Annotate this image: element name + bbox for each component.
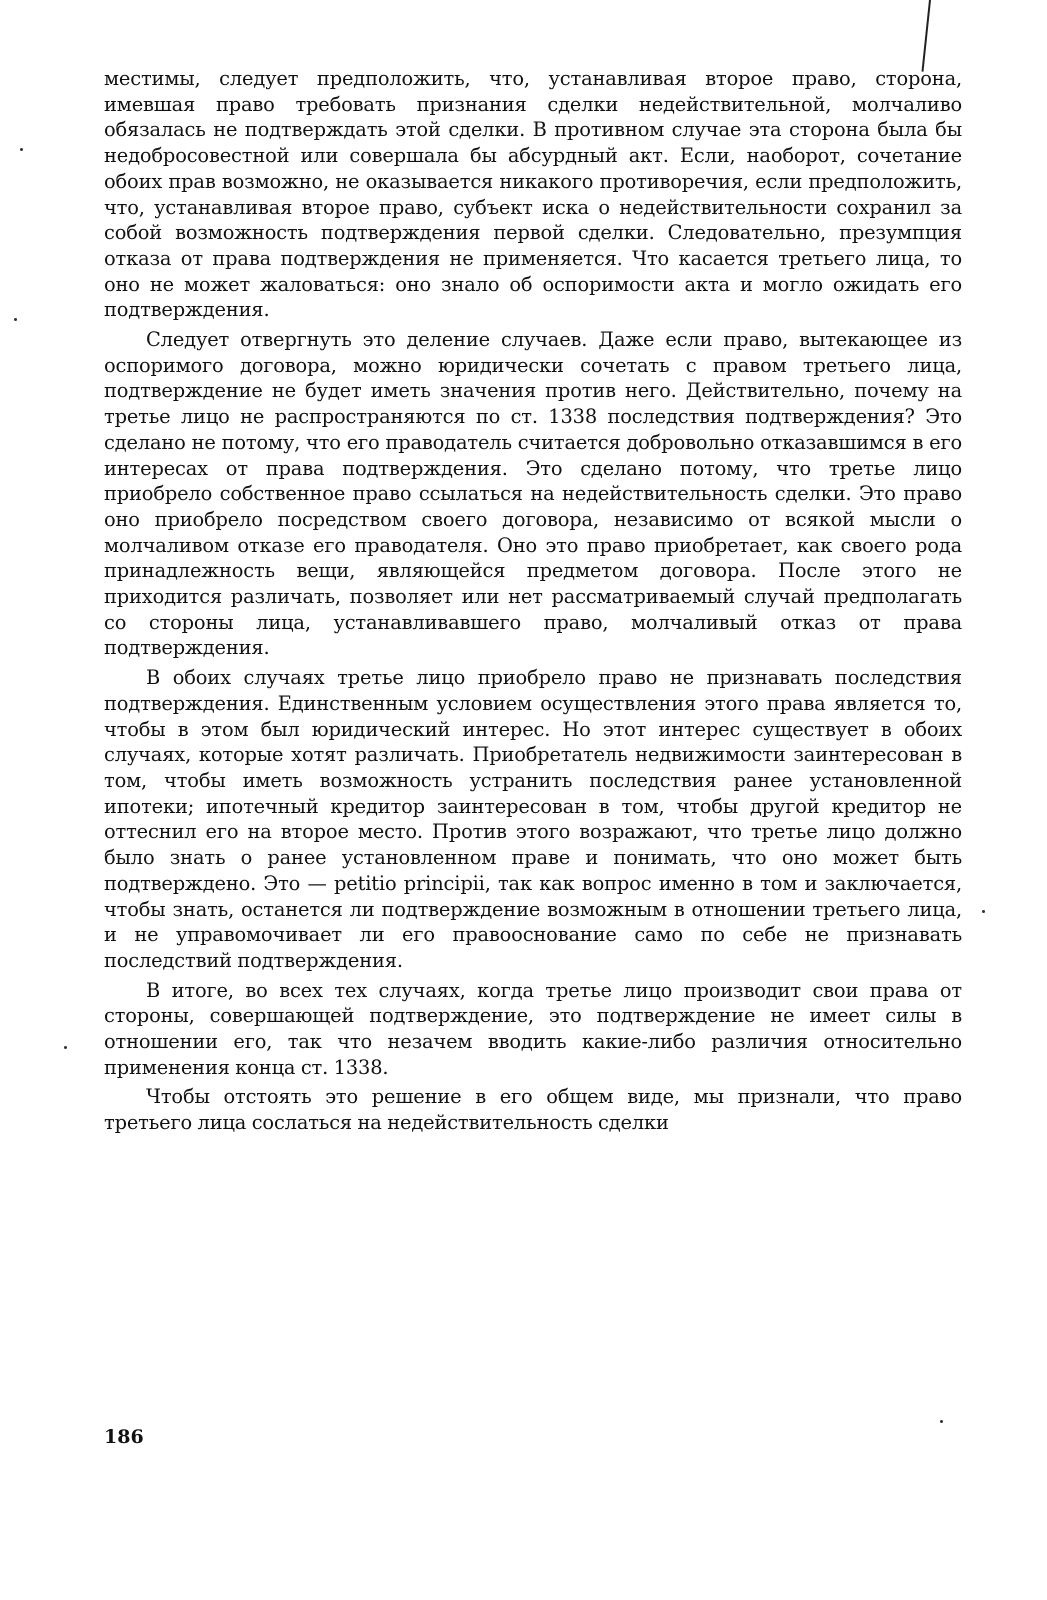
scan-speck [64,1046,67,1049]
paragraph-5: Чтобы отстоять это решение в его общем виде, мы признали, что право третьего лица сослаться на недействительность сделки [104,1085,962,1135]
paragraph-4: В итоге, во всех тех случаях, когда третье лицо производит свои права от стороны, совершающей подтверждение, это подтверждение не имеет силы в отношении его, так что незачем вводить какие-либо различия относительно применения конца ст. 1338. [104,978,962,1079]
paragraph-3: В обоих случаях третье лицо приобрело право не признавать последствия подтверждения. Единственным условием осуществления этого права является то, чтобы в этом был юридический интерес. Но этот интерес существует в обоих случаях, которые хотят различать. Приобретатель недвижимости заинтересован в том, чтобы иметь возможность устранить последствия ранее установленной ипотеки; ипотечный кредитор заинтересован в том, чтобы другой кредитор не оттеснил его на второе место. Против этого возражают, что третье лицо должно было знать о ранее установленном праве и понимать, что оно может быть подтверждено. Это — petitio principii, так как вопрос именно в том и заключается, чтобы знать, останется ли подтверждение возможным в отношении третьего лица, и не управомочивает ли его правооснование само по себе не признавать последствий подтверждения. [104,666,962,972]
scan-speck [940,1420,943,1423]
scan-speck [982,910,985,913]
scan-speck [20,148,23,151]
document-body [104,66,962,1136]
scan-artifact-line [921,0,931,72]
page-number: 186 [104,1426,144,1448]
scan-speck [14,318,17,321]
paragraph-1: местимы, следует предположить, что, устанавливая второе право, сторона, имевшая право требовать признания сделки недействительной, молчаливо обязалась не подтверждать этой сделки. В противном случае эта сторона была бы недобросовестной или совершала бы абсурдный акт. Если, наоборот, сочетание обоих прав возможно, не оказывается никакого противоречия, если предположить, что, устанавливая второе право, субъект иска о недействительности сохранил за собой возможность подтверждения первой сделки. Следовательно, презумпция отказа от права подтверждения не применяется. Что касается третьего лица, то оно не может жаловаться: оно знало об оспоримости акта и могло ожидать его подтверждения. [104,67,962,322]
paragraph-2: Следует отвергнуть это деление случаев. Даже если право, вытекающее из оспоримого договора, можно юридически сочетать с правом третьего лица, подтверждение не будет иметь значения против него. Действительно, почему на третье лицо не распространяются по ст. 1338 последствия подтверждения? Это сделано не потому, что его праводатель считается добровольно отказавшимся в его интересах от права подтверждения. Это сделано потому, что третье лицо приобрело собственное право ссылаться на недействительность сделки. Это право оно приобрело посредством своего договора, независимо от всякой мысли о молчаливом отказе его праводателя. Оно это право приобретает, как своего рода принадлежность вещи, являющейся предметом договора. После этого не приходится различать, позволяет или нет рассматриваемый случай предполагать со стороны лица, устанавливавшего право, молчаливый отказ от права подтверждения. [104,328,962,660]
